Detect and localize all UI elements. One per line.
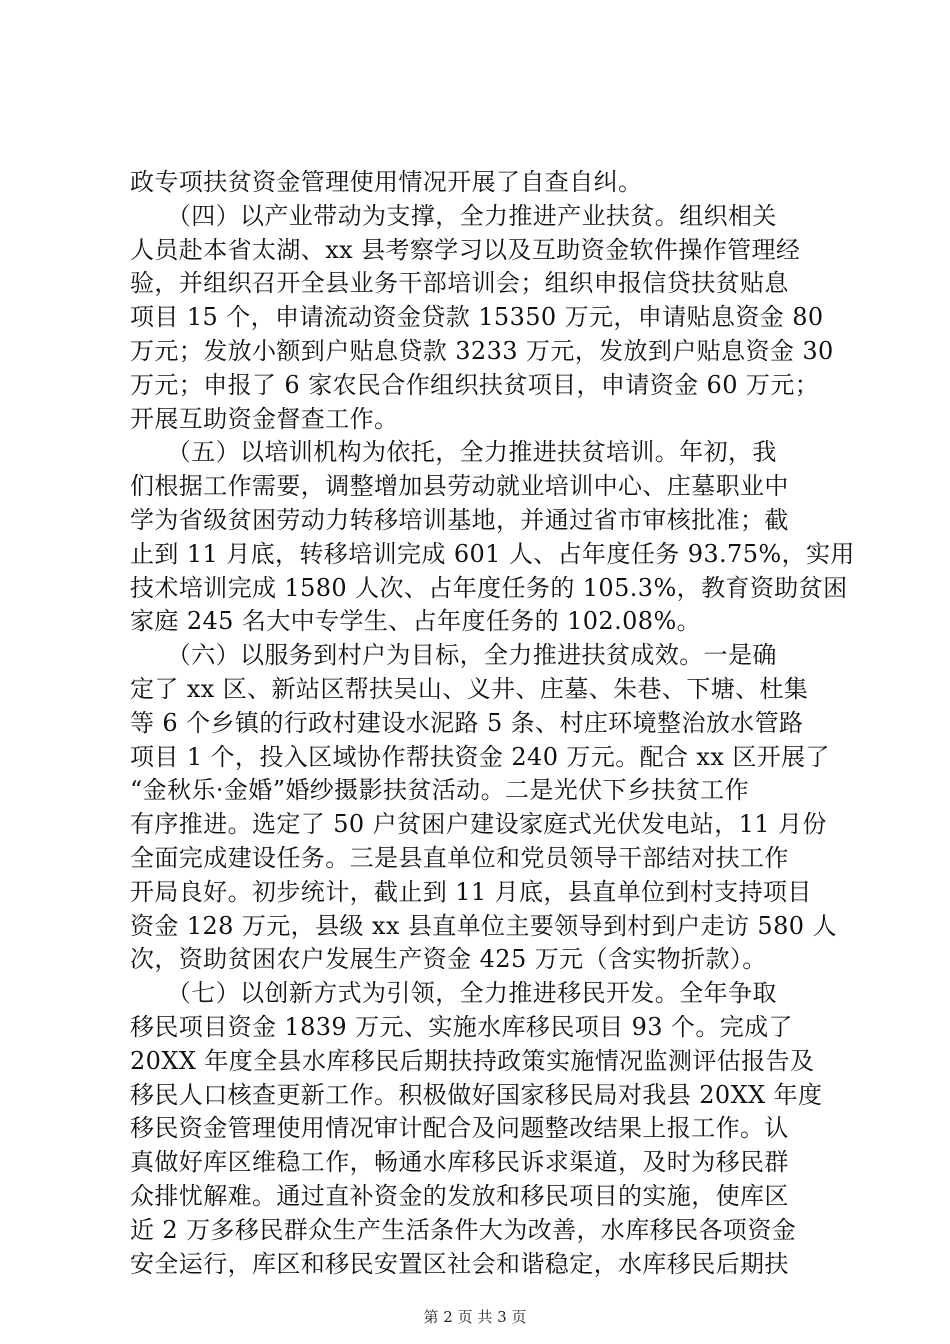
- text-line: 项目 15 个，申请流动资金贷款 15350 万元，申请贴息资金 80: [130, 303, 824, 332]
- text-line: 近 2 万多移民群众生产生活条件大为改善，水库移民各项资金: [130, 1215, 797, 1244]
- text-line: 移民人口核查更新工作。积极做好国家移民局对我县 20XX 年度: [130, 1080, 823, 1109]
- text-line: 安全运行，库区和移民安置区社会和谐稳定，水库移民后期扶: [130, 1249, 789, 1278]
- text-line: 技术培训完成 1580 人次、占年度任务的 105.3%，教育资助贫困: [130, 573, 848, 602]
- text-line: 万元；发放小额到户贴息贷款 3233 万元，发放到户贴息资金 30: [130, 336, 834, 365]
- text-line: 万元；申报了 6 家农民合作组织扶贫项目，申请资金 60 万元；: [130, 370, 820, 399]
- text-line: 次，资助贫困农户发展生产资金 425 万元（含实物折款）。: [130, 945, 767, 974]
- text-line: （四）以产业带动为支撑，全力推进产业扶贫。组织相关: [130, 201, 777, 230]
- text-line: （五）以培训机构为依托，全力推进扶贫培训。年初，我: [130, 438, 777, 467]
- text-line: 人员赴本省太湖、xx 县考察学习以及互助资金软件操作管理经: [130, 235, 801, 264]
- text-line: 定了 xx 区、新站区帮扶吴山、义井、庄墓、朱巷、下塘、杜集: [130, 674, 809, 703]
- text-line: 项目 1 个，投入区域协作帮扶资金 240 万元。配合 xx 区开展了: [130, 742, 830, 771]
- text-line: 家庭 245 名大中专学生、占年度任务的 102.08%。: [130, 607, 702, 636]
- text-line: 20XX 年度全县水库移民后期扶持政策实施情况监测评估报告及: [130, 1046, 815, 1075]
- text-line: 政专项扶贫资金管理使用情况开展了自查自纠。: [130, 168, 643, 196]
- text-line: 全面完成建设任务。三是县直单位和党员领导干部结对扶工作: [130, 843, 789, 872]
- text-line: 开展互助资金督查工作。: [130, 404, 399, 433]
- text-line: 等 6 个乡镇的行政村建设水泥路 5 条、村庄环境整治放水管路: [130, 708, 804, 737]
- document-body: [130, 166, 855, 1281]
- text-line: 真做好库区维稳工作，畅通水库移民诉求渠道，及时为移民群: [130, 1148, 789, 1177]
- text-line: 验，并组织召开全县业务干部培训会；组织申报信贷扶贫贴息: [130, 269, 789, 298]
- text-line: 移民项目资金 1839 万元、实施水库移民项目 93 个。完成了: [130, 1012, 793, 1041]
- text-line: 开局良好。初步统计，截止到 11 月底，县直单位到村支持项目: [130, 877, 812, 906]
- text-line: 学为省级贫困劳动力转移培训基地，并通过省市审核批准；截: [130, 505, 789, 534]
- text-line: 们根据工作需要，调整增加县劳动就业培训中心、庄墓职业中: [130, 472, 789, 501]
- text-line: “金秋乐·金婚”婚纱摄影扶贫活动。二是光伏下乡扶贫工作: [130, 776, 749, 805]
- page-footer: 第 2 页 共 3 页: [423, 1308, 527, 1326]
- text-line: 有序推进。选定了 50 户贫困户建设家庭式光伏发电站，11 月份: [130, 810, 827, 839]
- text-line: 众排忧解难。通过直补资金的发放和移民项目的实施，使库区: [130, 1181, 789, 1210]
- text-line: 止到 11 月底，转移培训完成 601 人、占年度任务 93.75%，实用: [130, 539, 855, 568]
- text-line: 移民资金管理使用情况审计配合及问题整改结果上报工作。认: [130, 1114, 789, 1143]
- text-line: （七）以创新方式为引领，全力推进移民开发。全年争取: [130, 979, 777, 1008]
- text-line: 资金 128 万元，县级 xx 县直单位主要领导到村到户走访 580 人: [130, 911, 837, 940]
- text-line: （六）以服务到村户为目标，全力推进扶贫成效。一是确: [130, 641, 777, 670]
